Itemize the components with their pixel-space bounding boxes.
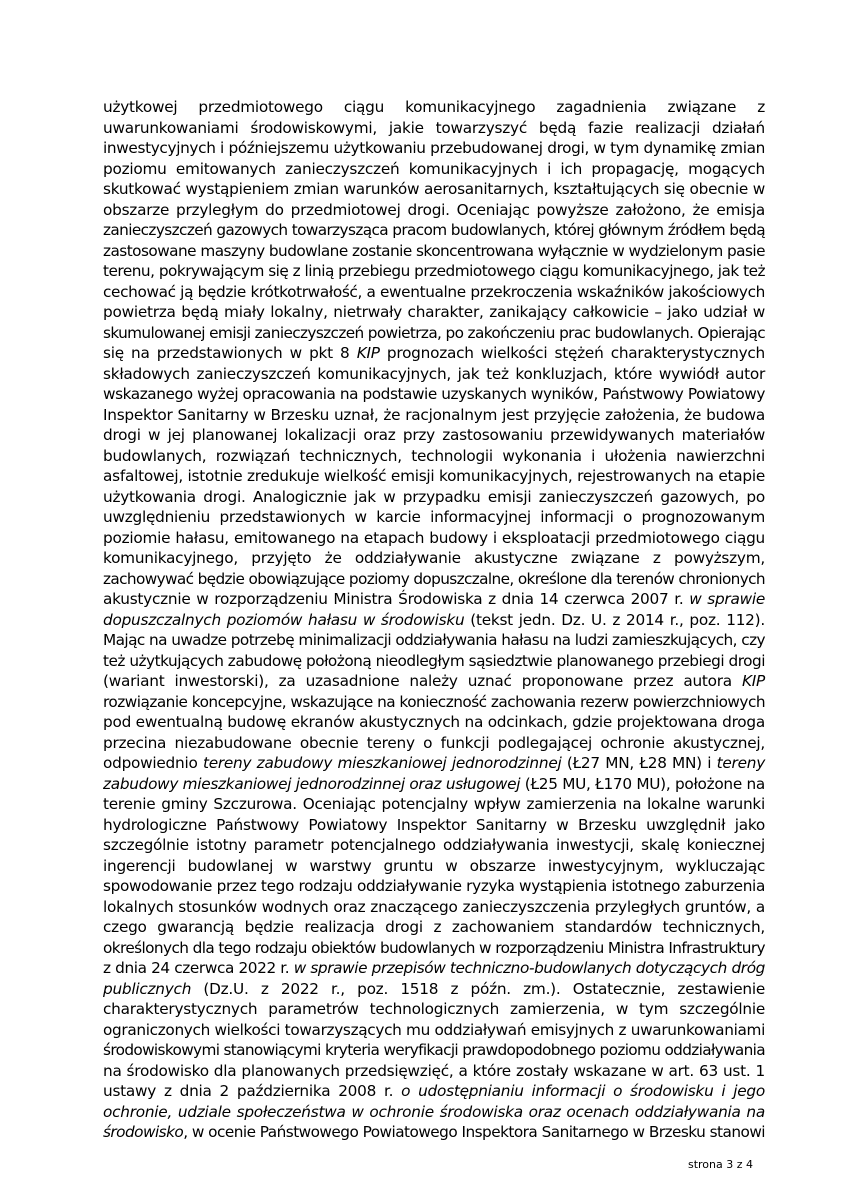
- text-segment: z dnia 24 czerwca 2022 r.: [103, 959, 294, 977]
- text-line: [103, 446, 765, 467]
- text-line: [103, 671, 765, 692]
- text-segment: lokalnych stosunków wodnych oraz znaczącego zanieczyszczenia przyległych gruntów, a: [103, 897, 765, 916]
- text-line: [103, 630, 765, 651]
- text-line: [103, 159, 765, 180]
- text-segment: spowodowanie przez tego rodzaju oddziaływanie ryzyka wystąpienia istotnego zaburzenia: [103, 877, 766, 895]
- italic-text-segment: dopuszczalnych poziomów hałasu w środowisku: [103, 610, 465, 629]
- text-segment: skutkować wystąpieniem zmian warunków aerosanitarnych, kształtujących się obecnie w: [103, 180, 765, 198]
- italic-text-segment: KIP: [356, 344, 380, 362]
- page-number: strona 3 z 4: [687, 1158, 753, 1171]
- text-line: [103, 261, 765, 282]
- text-line: [103, 1040, 765, 1061]
- italic-text-segment: ochronie, udziale społeczeństwa w ochronie środowiska oraz ocenach oddziaływania na: [103, 1102, 765, 1121]
- text-segment: pod ewentualną budowę ekranów akustycznych na odcinkach, gdzie projektowana droga: [103, 713, 765, 731]
- italic-text-segment: publicznych: [103, 979, 192, 998]
- text-segment: Inspektor Sanitarny w Brzesku uznał, że racjonalnym jest przyjęcie założenia, że budowa: [103, 405, 765, 424]
- text-line: [103, 97, 765, 118]
- text-line: [103, 712, 765, 733]
- text-segment: ograniczonych wielkości towarzyszących mu oddziaływań emisyjnych z uwarunkowaniami: [103, 1020, 765, 1039]
- text-segment: uwzględnieniu przedstawionych w karcie informacyjnej informacji o prognozowanym: [103, 508, 765, 526]
- text-line: [103, 876, 765, 897]
- text-segment: inwestycyjnych i późniejszemu użytkowaniu przebudowanej drogi, w tym dynamikę zmian: [103, 139, 765, 157]
- text-segment: szczególnie istotny parametr potencjalnego oddziaływania inwestycji, skalę koniecznej: [103, 836, 765, 854]
- text-segment: terenu, pokrywającym się z linią przebiegu przedmiotowego ciągu komunikacyjnego, jak też: [103, 262, 765, 280]
- text-line: [103, 610, 765, 631]
- text-line: [103, 1061, 765, 1082]
- text-segment: zastosowane maszyny budowlane zostanie skoncentrowana wyłącznie w wydzielonym pasie: [103, 241, 765, 260]
- text-segment: (Ł25 MU, Ł170 MU), położone na: [520, 774, 766, 793]
- text-segment: akustycznie w rozporządzeniu Ministra Środowiska z dnia 14 czerwca 2007 r.: [103, 590, 690, 608]
- text-segment: zanieczyszczeń gazowych towarzysząca pracom budowlanych, której głównym źródłem będą: [103, 221, 765, 239]
- text-segment: czego gwarancją będzie realizacja drogi z zachowaniem standardów technicznych,: [103, 918, 765, 936]
- text-segment: (Dz.U. z 2022 r., poz. 1518 z późn. zm.). Ostatecznie, zestawienie: [191, 979, 765, 998]
- italic-text-segment: tereny: [716, 754, 765, 772]
- text-line: [103, 302, 765, 323]
- text-line: [103, 938, 765, 959]
- text-line: [103, 118, 765, 139]
- italic-text-segment: tereny zabudowy mieszkaniowej jednorodzinnej: [202, 754, 562, 772]
- italic-text-segment: w sprawie przepisów techniczno-budowlanych dotyczących dróg: [293, 959, 765, 977]
- text-line: [103, 733, 765, 754]
- text-line: [103, 651, 765, 672]
- italic-text-segment: zabudowy mieszkaniowej jednorodzinnej oraz usługowej: [103, 774, 521, 793]
- text-segment: cechować ją będzie krótkotrwałość, a ewentualne przekroczenia wskaźników jakościowych: [103, 282, 765, 301]
- text-line: [103, 589, 765, 610]
- text-segment: skumulowanej emisji zanieczyszczeń powietrza, po zakończeniu prac budowlanych. Opierając: [103, 323, 765, 342]
- text-line: [103, 179, 765, 200]
- text-segment: hydrologiczne Państwowy Powiatowy Inspektor Sanitarny w Brzesku uwzględnił jako: [103, 815, 765, 834]
- text-segment: prognozach wielkości stężeń charakterystycznych: [379, 344, 765, 362]
- text-segment: powietrza będą miały lokalny, nietrwały charakter, zanikający całkowicie – jako udział w: [103, 303, 765, 321]
- text-line: [103, 897, 765, 918]
- italic-text-segment: KIP: [741, 672, 765, 690]
- text-segment: zachowywać będzie obowiązujące poziomy dopuszczalne, określone dla terenów chronionych: [103, 569, 765, 588]
- text-line: [103, 507, 765, 528]
- text-segment: poziomu emitowanych zanieczyszczeń komunikacyjnych i ich propagację, mogących: [103, 159, 765, 178]
- text-line: [103, 835, 765, 856]
- text-segment: uwarunkowaniami środowiskowymi, jakie towarzyszyć będą fazie realizacji działań: [103, 118, 765, 137]
- text-segment: rozwiązanie koncepcyjne, wskazujące na konieczność zachowania rezerw powierzchniowych: [103, 692, 765, 711]
- italic-text-segment: o udostępnianiu informacji o środowisku i jego: [401, 1082, 765, 1100]
- text-line: [103, 220, 765, 241]
- text-line: [103, 425, 765, 446]
- text-line: [103, 364, 765, 385]
- text-line: [103, 241, 765, 262]
- text-segment: się na przedstawionych w pkt 8: [103, 344, 357, 362]
- text-line: [103, 1020, 765, 1041]
- text-line: [103, 487, 765, 508]
- text-line: [103, 753, 765, 774]
- text-line: [103, 856, 765, 877]
- text-segment: komunikacyjnego, przyjęto że oddziaływanie akustyczne związane z powyższym,: [103, 549, 765, 567]
- italic-text-segment: w sprawie: [689, 590, 765, 608]
- text-line: [103, 794, 765, 815]
- text-segment: użytkowania drogi. Analogicznie jak w przypadku emisji zanieczyszczeń gazowych, po: [103, 487, 765, 506]
- italic-text-segment: środowisko: [103, 1123, 184, 1141]
- text-segment: ingerencji budowlanej w warstwy gruntu w obszarze inwestycyjnym, wykluczając: [103, 856, 765, 875]
- text-line: [103, 138, 765, 159]
- text-segment: wskazanego wyżej opracowania na podstawie uzyskanych wyników, Państwowy Powiatowy: [103, 385, 765, 403]
- text-segment: na środowisko dla planowanych przedsięwzięć, a które zostały wskazane w art. 63 ust. 1: [103, 1061, 765, 1080]
- text-line: [103, 917, 765, 938]
- text-segment: składowych zanieczyszczeń komunikacyjnych, jak też konkluzjach, które wywiódł autor: [103, 364, 765, 383]
- text-segment: (tekst jedn. Dz. U. z 2014 r., poz. 112).: [464, 610, 765, 629]
- text-segment: odpowiednio: [103, 754, 203, 772]
- text-line: [103, 548, 765, 569]
- text-segment: określonych dla tego rodzaju obiektów budowlanych w rozporządzeniu Ministra Infrastruktury: [103, 938, 765, 957]
- text-segment: środowiskowymi stanowiącymi kryteria weryfikacji prawdopodobnego poziomu oddziaływania: [103, 1041, 765, 1059]
- body-text: [103, 97, 765, 1143]
- text-line: [103, 384, 765, 405]
- text-line: [103, 323, 765, 344]
- text-line: [103, 343, 765, 364]
- text-segment: asfaltowej, istotnie zredukuje wielkość emisji komunikacyjnych, rejestrowanych na etapie: [103, 467, 765, 485]
- text-line: [103, 774, 765, 795]
- text-line: [103, 466, 765, 487]
- text-line: [103, 282, 765, 303]
- text-line: [103, 815, 765, 836]
- text-segment: użytkowej przedmiotowego ciągu komunikacyjnego zagadnienia związane z: [103, 98, 765, 116]
- text-segment: przecina niezabudowane obecnie tereny o funkcji podlegającej ochronie akustycznej,: [103, 733, 765, 752]
- text-segment: (wariant inwestorski), za uzasadnione należy uznać proponowane przez autora: [103, 672, 742, 690]
- text-line: [103, 692, 765, 713]
- text-segment: ustawy z dnia 2 października 2008 r.: [103, 1082, 402, 1100]
- text-line: [103, 1122, 765, 1143]
- text-line: [103, 958, 765, 979]
- text-segment: Mając na uwadze potrzebę minimalizacji oddziaływania hałasu na ludzi zamieszkujących, czy: [103, 631, 765, 649]
- text-segment: , w ocenie Państwowego Powiatowego Inspektora Sanitarnego w Brzesku stanowi: [183, 1123, 765, 1141]
- text-segment: (Ł27 MN, Ł28 MN) i: [561, 754, 717, 772]
- text-segment: charakterystycznych parametrów technologicznych zamierzenia, w tym szczególnie: [103, 1000, 765, 1018]
- text-line: [103, 1081, 765, 1102]
- text-line: [103, 1102, 765, 1123]
- text-segment: obszarze przyległym do przedmiotowej drogi. Oceniając powyższe założono, że emisja: [103, 200, 765, 219]
- text-segment: poziomie hałasu, emitowanego na etapach budowy i eksploatacji przedmiotowego ciągu: [103, 528, 765, 547]
- text-segment: terenie gminy Szczurowa. Oceniając potencjalny wpływ zamierzenia na lokalne warunki: [103, 795, 765, 813]
- text-segment: też użytkujących zabudowę położoną nieodległym sąsiedztwie planowanego przebiegi drogi: [103, 651, 765, 670]
- text-line: [103, 979, 765, 1000]
- text-line: [103, 999, 765, 1020]
- text-line: [103, 528, 765, 549]
- text-segment: budowlanych, rozwiązań technicznych, technologii wykonania i ułożenia nawierzchni: [103, 446, 765, 465]
- text-line: [103, 405, 765, 426]
- text-segment: drogi w jej planowanej lokalizacji oraz przy zastosowaniu przewidywanych materiałów: [103, 426, 765, 444]
- text-line: [103, 200, 765, 221]
- text-line: [103, 569, 765, 590]
